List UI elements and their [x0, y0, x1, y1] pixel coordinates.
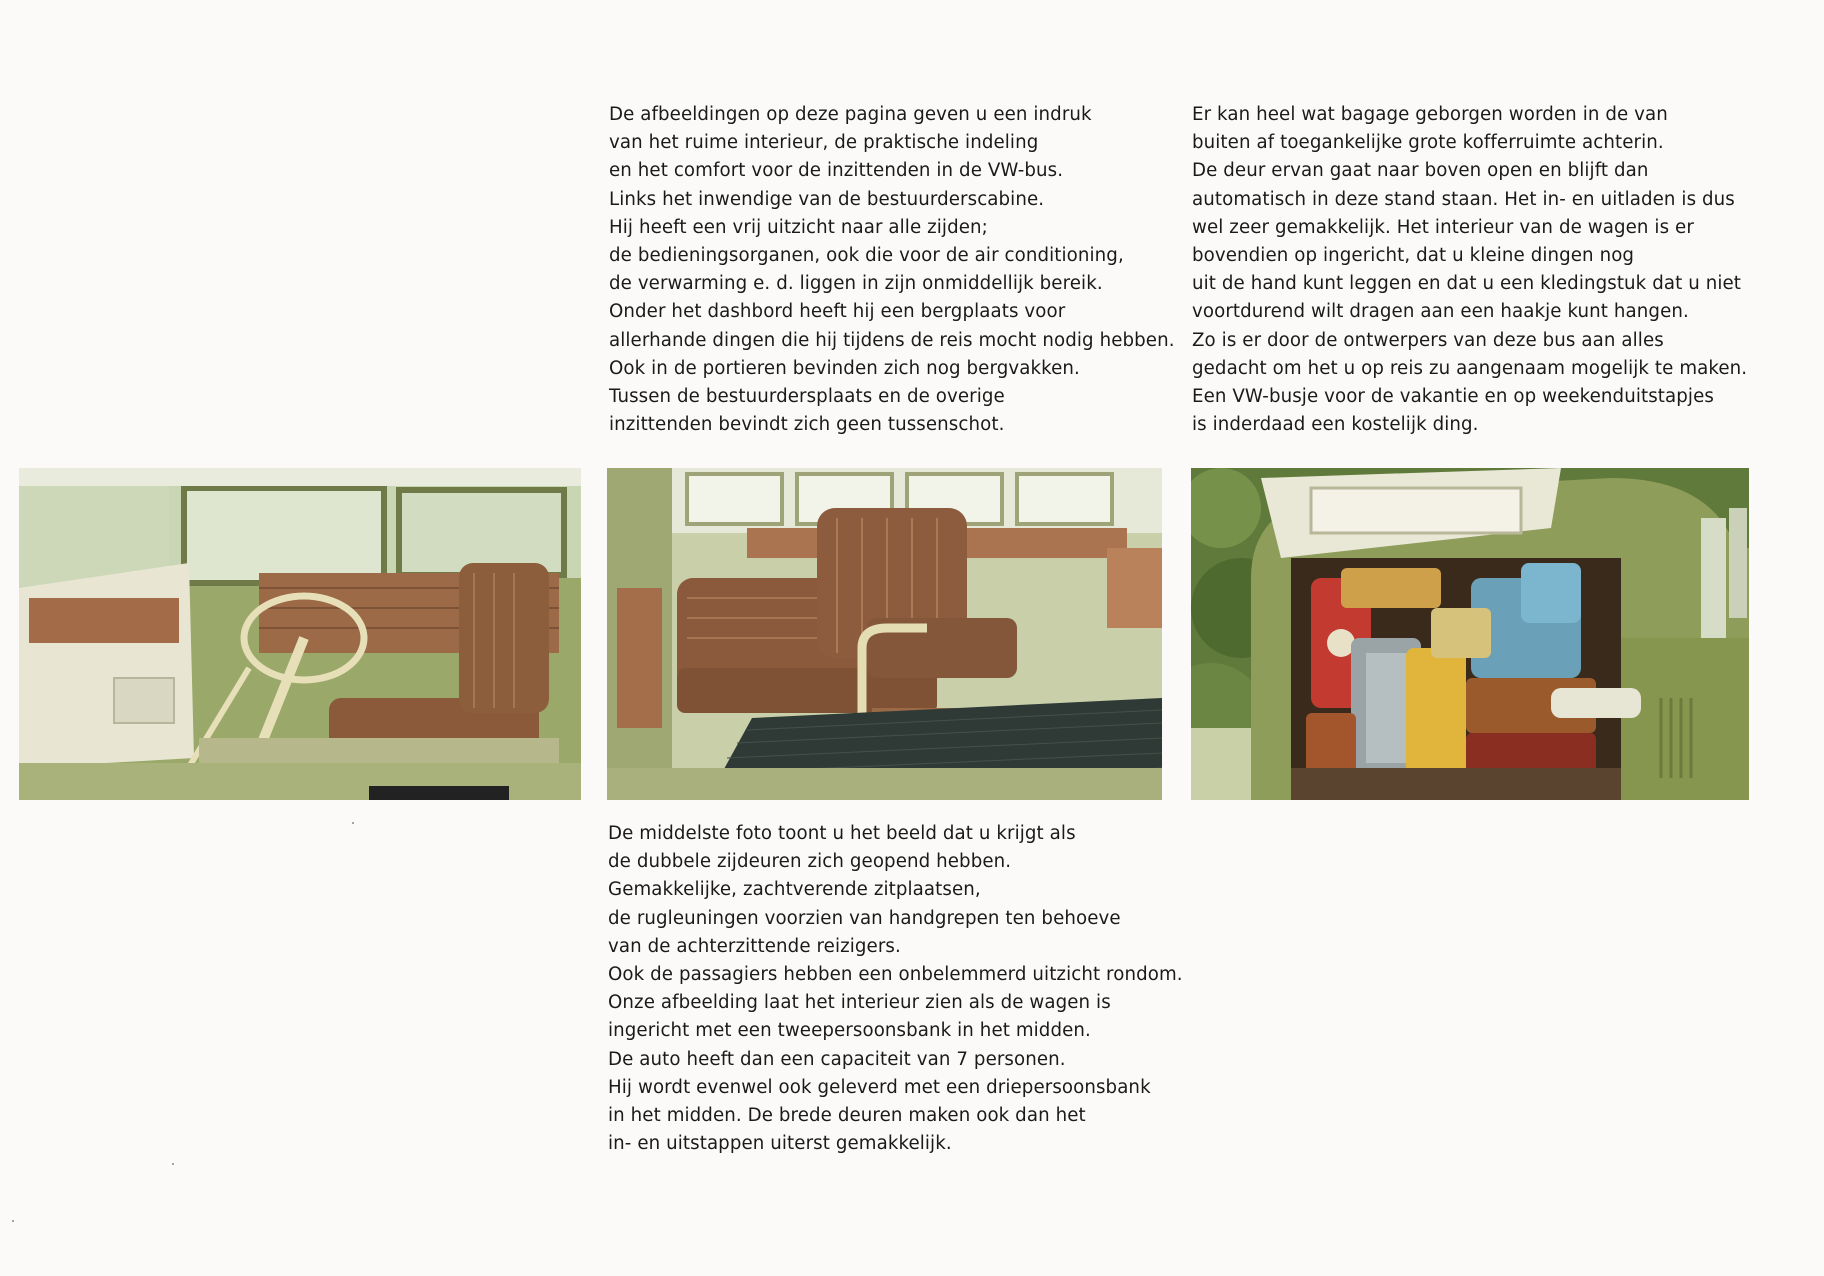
luggage-description-line: Er kan heel wat bagage geborgen worden in de van: [1192, 104, 1668, 125]
photo-passenger-compartment: [607, 468, 1162, 800]
luggage-description-line: De deur ervan gaat naar boven open en blijft dan: [1192, 160, 1649, 182]
cab-description-line: de verwarming e. d. liggen in zijn onmiddellijk bereik.: [609, 273, 1103, 295]
passenger-description-line: in- en uitstappen uiterst gemakkelijk.: [608, 1133, 952, 1155]
cab-description-line: de bedieningsorganen, ook die voor de air conditioning,: [609, 245, 1124, 267]
luggage-description-line: uit de hand kunt leggen en dat u een kledingstuk dat u niet: [1192, 273, 1742, 295]
cab-description-line: Onder het dashbord heeft hij een bergplaats voor: [609, 301, 1066, 323]
cab-description-line: inzittenden bevindt zich geen tussenschot.: [609, 414, 1005, 436]
passenger-description-line: De auto heeft dan een capaciteit van 7 personen.: [608, 1048, 1066, 1070]
cab-description-line: Hij heeft een vrij uitzicht naar alle zijden;: [609, 216, 988, 238]
passenger-description-line: Ook de passagiers hebben een onbelemmerd uitzicht rondom.: [608, 964, 1183, 986]
luggage-description-line: Zo is er door de ontwerpers van deze bus aan alles: [1192, 329, 1664, 351]
paper-speck: [352, 822, 354, 824]
paper-speck: [172, 1163, 174, 1165]
luggage-description-line: Een VW-busje voor de vakantie en op weekenduitstapjes: [1192, 386, 1714, 408]
passenger-description-line: de dubbele zijdeuren zich geopend hebben.: [608, 851, 1012, 873]
luggage-description-line: buiten af toegankelijke grote kofferruimte achterin.: [1192, 132, 1664, 154]
passenger-description-line: Onze afbeelding laat het interieur zien als de wagen is: [608, 992, 1111, 1014]
paper-speck: [12, 1220, 14, 1222]
cab-description-line: De afbeeldingen op deze pagina geven u een indruk: [609, 104, 1092, 125]
paragraph-cab-description: [609, 101, 1175, 439]
cab-description-line: allerhande dingen die hij tijdens de reis mocht nodig hebben.: [609, 329, 1175, 351]
luggage-description-line: voortdurend wilt dragen aan een haakje kunt hangen.: [1192, 301, 1689, 323]
paragraph-passenger-description: [608, 820, 1183, 1158]
passenger-description-line: Hij wordt evenwel ook geleverd met een driepersoonsbank: [608, 1076, 1151, 1098]
luggage-description-line: is inderdaad een kostelijk ding.: [1192, 414, 1479, 436]
luggage-description-line: bovendien op ingericht, dat u kleine dingen nog: [1192, 245, 1635, 267]
cab-description-line: van het ruime interieur, de praktische indeling: [609, 132, 1039, 154]
luggage-description-line: wel zeer gemakkelijk. Het interieur van de wagen is er: [1192, 216, 1694, 238]
paragraph-luggage-description: [1192, 101, 1747, 439]
passenger-description-line: van de achterzittende reizigers.: [608, 935, 901, 957]
passenger-description-line: De middelste foto toont u het beeld dat u krijgt als: [608, 823, 1076, 844]
luggage-description-line: automatisch in deze stand staan. Het in- en uitladen is dus: [1192, 188, 1735, 210]
passenger-description-line: de rugleuningen voorzien van handgrepen ten behoeve: [608, 907, 1121, 929]
cab-description-line: Tussen de bestuurdersplaats en de overige: [609, 386, 1005, 408]
cab-description-line: en het comfort voor de inzittenden in de VW-bus.: [609, 160, 1064, 182]
photo-driver-cab: [19, 468, 581, 800]
luggage-description-line: gedacht om het u op reis zu aangenaam mogelijk te maken.: [1192, 357, 1748, 379]
photo-luggage-compartment: [1191, 468, 1749, 800]
passenger-description-line: ingericht met een tweepersoonsbank in het midden.: [608, 1020, 1091, 1042]
passenger-description-line: Gemakkelijke, zachtverende zitplaatsen,: [608, 879, 981, 901]
cab-description-line: Links het inwendige van de bestuurderscabine.: [609, 188, 1045, 210]
cab-description-line: Ook in de portieren bevinden zich nog bergvakken.: [609, 357, 1080, 379]
passenger-description-line: in het midden. De brede deuren maken ook dan het: [608, 1105, 1086, 1127]
